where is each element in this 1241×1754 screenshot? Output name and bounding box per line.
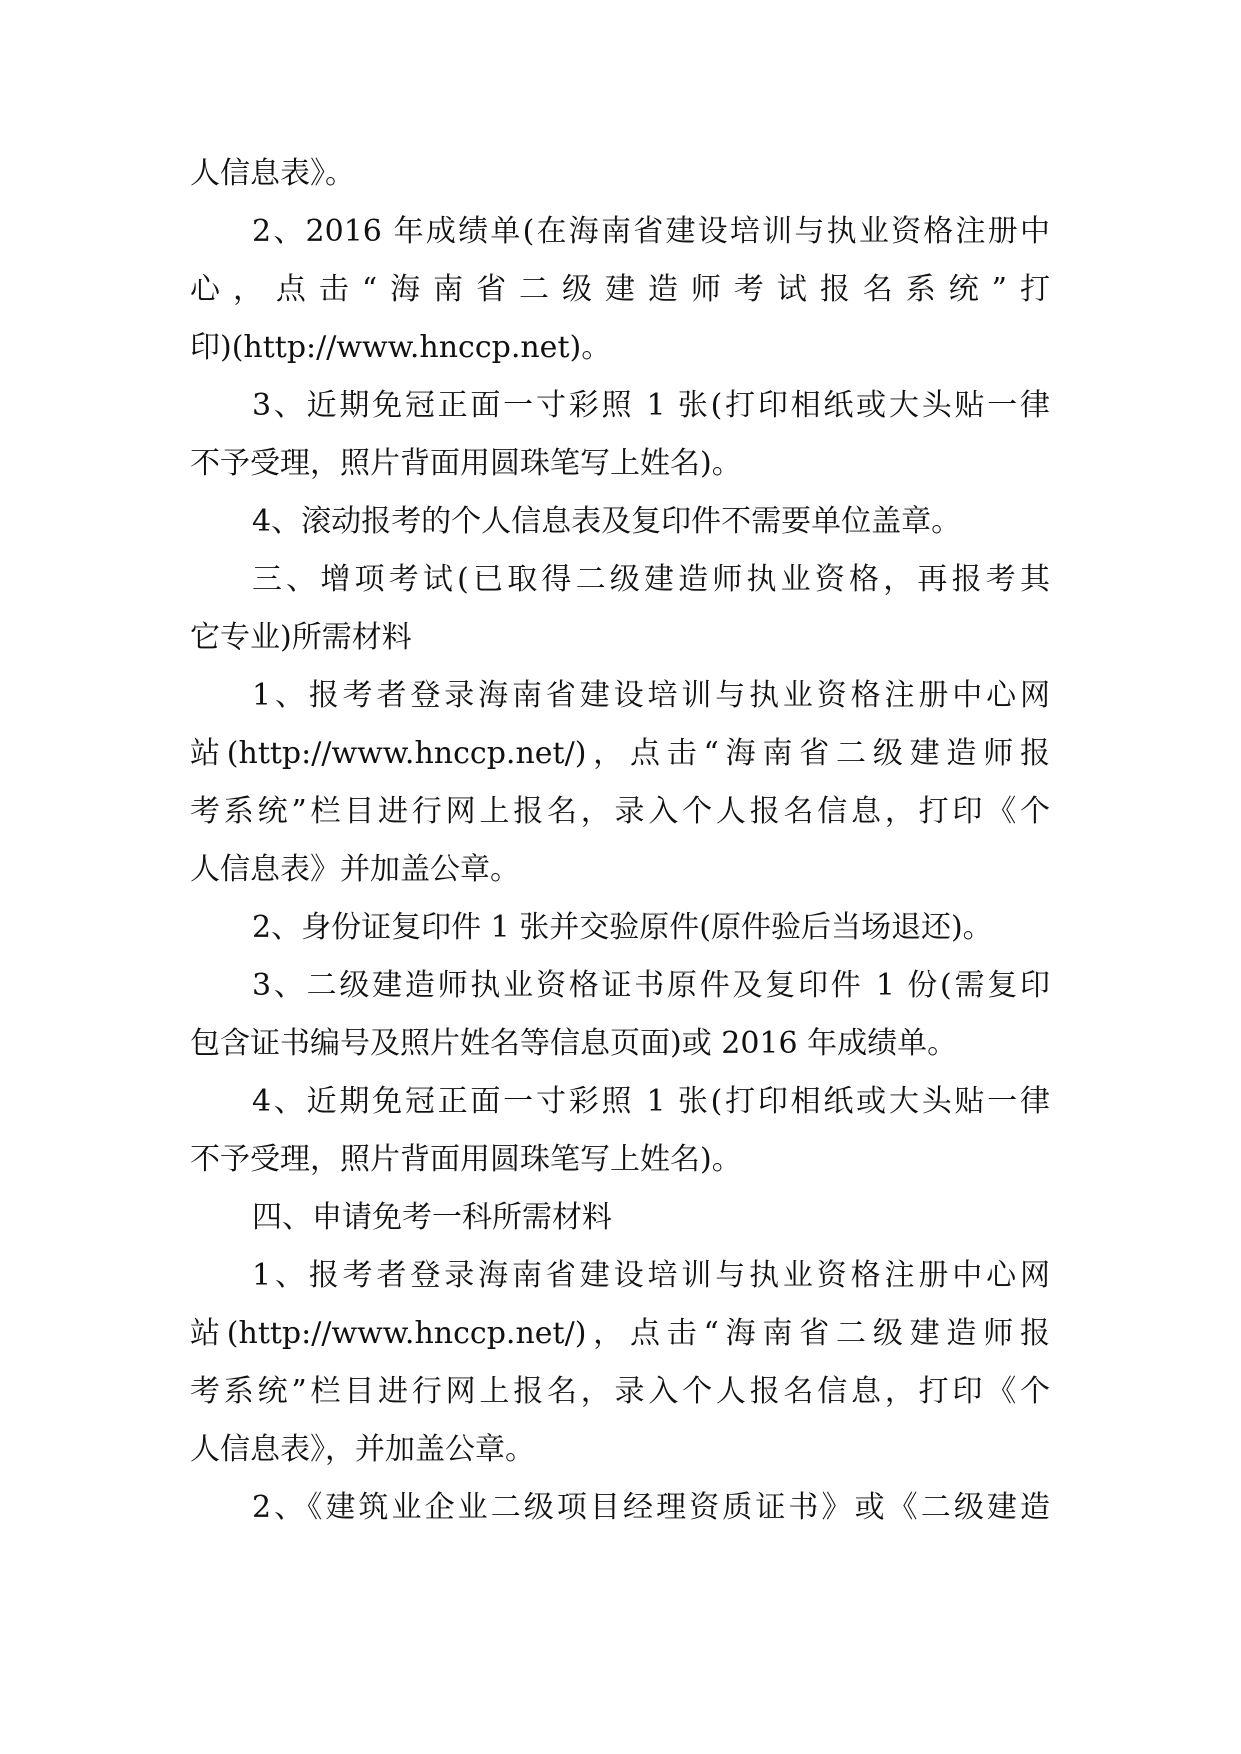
text-line: 人信息表》并加盖公章。 <box>190 852 520 887</box>
text-line: 包含证书编号及照片姓名等信息页面)或 2016 年成绩单。 <box>190 1026 958 1061</box>
text-line: 考系统”栏目进行网上报名，录入个人报名信息，打印《个 <box>190 1374 1050 1409</box>
text-line: 1、报考者登录海南省建设培训与执业资格注册中心网 <box>252 678 1050 713</box>
text-line: 2、2016 年成绩单(在海南省建设培训与执业资格注册中 <box>252 214 1050 249</box>
section-heading: 四、申请免考一科所需材料 <box>252 1200 612 1235</box>
text-line: 不予受理，照片背面用圆珠笔写上姓名)。 <box>190 1142 742 1177</box>
text-line: 3、二级建造师执业资格证书原件及复印件 1 份(需复印 <box>252 968 1050 1003</box>
text-line: 不予受理，照片背面用圆珠笔写上姓名)。 <box>190 446 742 481</box>
text-line: 考系统”栏目进行网上报名，录入个人报名信息，打印《个 <box>190 794 1050 829</box>
text-line: 2、《建筑业企业二级项目经理资质证书》或《二级建造 <box>252 1490 1050 1525</box>
text-line: 人信息表》，并加盖公章。 <box>190 1432 535 1467</box>
text-line: 2、身份证复印件 1 张并交验原件(原件验后当场退还)。 <box>252 910 993 945</box>
text-line: 4、近期免冠正面一寸彩照 1 张(打印相纸或大头贴一律 <box>252 1084 1050 1119</box>
text-line: 4、滚动报考的个人信息表及复印件不需要单位盖章。 <box>252 504 962 539</box>
section-heading: 三、增项考试(已取得二级建造师执业资格，再报考其 <box>252 562 1050 597</box>
text-line: 3、近期免冠正面一寸彩照 1 张(打印相纸或大头贴一律 <box>252 388 1050 423</box>
text-line: 心，点击“海南省二级建造师考试报名系统”打 <box>190 272 1050 307</box>
text-line: 站(http://www.hnccp.net/)，点击“海南省二级建造师报 <box>190 1316 1050 1351</box>
text-line: 印)(http://www.hnccp.net)。 <box>190 330 612 365</box>
text-line: 人信息表》。 <box>190 156 355 191</box>
text-line: 1、报考者登录海南省建设培训与执业资格注册中心网 <box>252 1258 1050 1293</box>
section-heading: 它专业)所需材料 <box>190 620 412 655</box>
text-line: 站(http://www.hnccp.net/)，点击“海南省二级建造师报 <box>190 736 1050 771</box>
